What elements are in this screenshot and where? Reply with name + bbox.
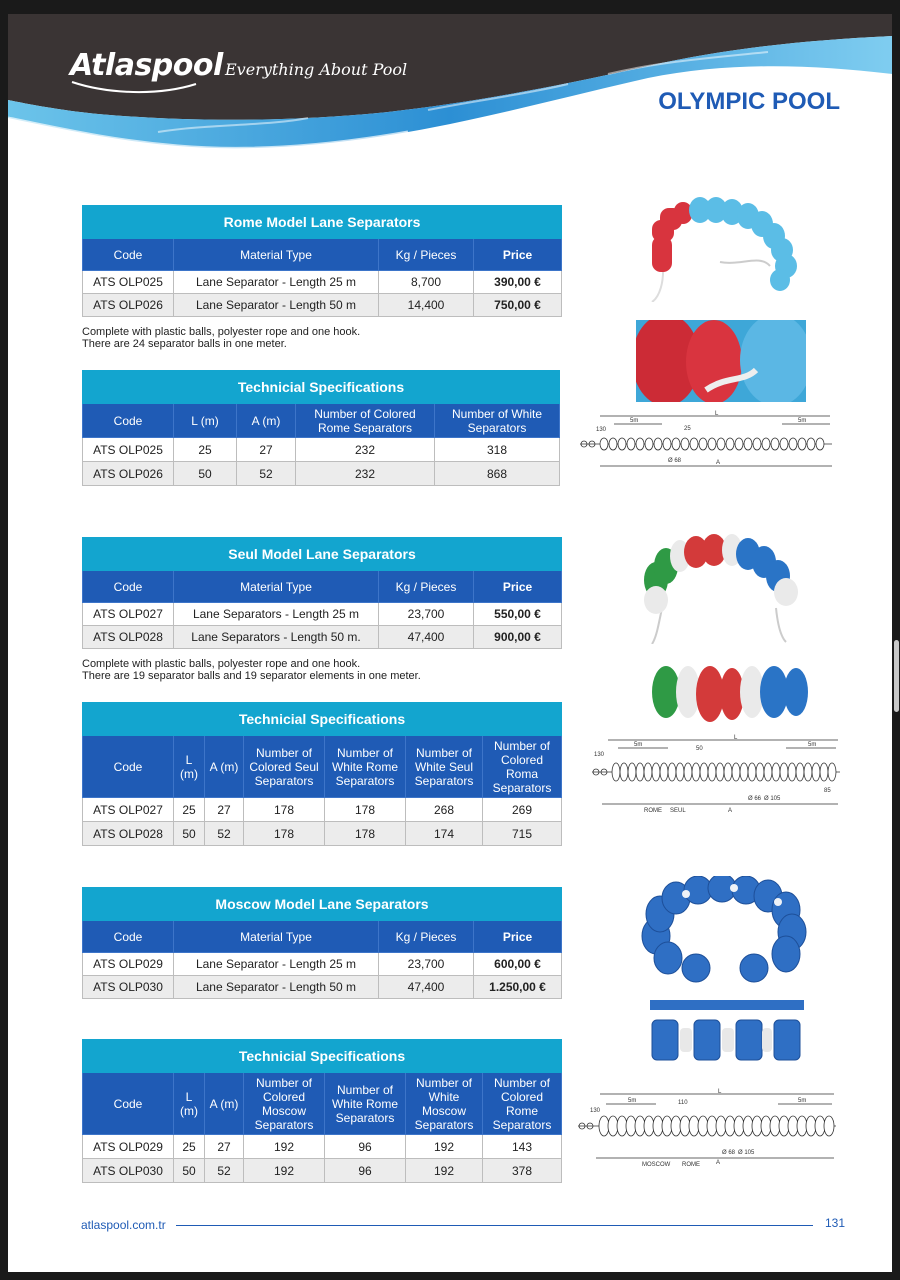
separator-ball-shape — [771, 438, 779, 450]
cell-price: 550,00 € — [474, 603, 562, 626]
cell: 27 — [205, 798, 244, 822]
separator-ball-shape — [816, 438, 824, 450]
dim-label: 5m — [808, 742, 817, 748]
moscow-lane-rope-image — [636, 876, 811, 988]
dim-label: 130 — [590, 1108, 601, 1114]
dim-label: L — [715, 411, 719, 417]
dim-label: 5m — [634, 742, 643, 748]
column-header: Number of Colored Seul Separators — [244, 736, 325, 798]
separator-ball-shape — [788, 1116, 798, 1136]
column-header: Code — [83, 571, 174, 603]
separator-ball-shape — [708, 763, 716, 781]
column-header: Number of Colored Moscow Separators — [244, 1073, 325, 1135]
table-title: Seul Model Lane Separators — [83, 538, 562, 571]
separator-ball-shape — [744, 438, 752, 450]
rome-note — [82, 326, 360, 350]
column-header: Material Type — [174, 239, 379, 271]
cell-price: 750,00 € — [474, 294, 562, 317]
separator-ball-shape — [652, 763, 660, 781]
table-row — [83, 822, 562, 846]
separator-ball-shape — [627, 438, 635, 450]
seul-lane-rope-image — [638, 534, 808, 644]
column-header: Number of White Moscow Separators — [406, 1073, 483, 1135]
footer-divider — [176, 1225, 813, 1226]
column-header: Kg / Pieces — [379, 921, 474, 953]
separator-ball-shape — [599, 1116, 609, 1136]
cell: 25 — [174, 798, 205, 822]
brand-tagline: Everything About Pool — [225, 60, 408, 79]
separator-ball-shape — [609, 438, 617, 450]
separator-ball-shape — [636, 438, 644, 450]
cell-code: ATS OLP029 — [83, 953, 174, 976]
separator-ball-shape — [779, 1116, 789, 1136]
separator-ball-shape — [636, 763, 644, 781]
rome-price-table — [82, 205, 562, 317]
column-header: Number of Colored Roma Separators — [483, 736, 562, 798]
dim-label: L — [734, 735, 738, 741]
separator-ball-shape — [653, 1116, 663, 1136]
separator-ball-shape — [628, 763, 636, 781]
separator-ball-shape — [684, 763, 692, 781]
column-header: Code — [83, 239, 174, 271]
separator-ball-shape — [608, 1116, 618, 1136]
cell-material: Lane Separators - Length 50 m. — [174, 626, 379, 649]
cell: 52 — [205, 1159, 244, 1183]
catalog-page — [8, 14, 892, 1272]
cell-code: ATS OLP026 — [83, 294, 174, 317]
separator-ball-shape — [617, 1116, 627, 1136]
cell: ATS OLP025 — [83, 438, 174, 462]
cell: 318 — [435, 438, 560, 462]
cell-material: Lane Separators - Length 25 m — [174, 603, 379, 626]
table-row — [83, 603, 562, 626]
separator-ball-shape — [726, 438, 734, 450]
table-row — [83, 294, 562, 317]
separator-ball-shape — [612, 763, 620, 781]
separator-ball-shape — [815, 1116, 825, 1136]
table-row — [83, 953, 562, 976]
seul-note — [82, 658, 421, 682]
note-line: There are 19 separator balls and 19 separator elements in one meter. — [82, 670, 421, 682]
table-row — [83, 438, 560, 462]
table-row — [83, 462, 560, 486]
cell: 232 — [296, 462, 435, 486]
cell: 52 — [205, 822, 244, 846]
cell: 192 — [244, 1159, 325, 1183]
moscow-closeup-image — [646, 1000, 804, 1066]
page-title: OLYMPIC POOL — [658, 88, 840, 115]
table-row — [83, 798, 562, 822]
cell: 52 — [237, 462, 296, 486]
cell: 178 — [244, 798, 325, 822]
column-header: Number of White Rome Separators — [325, 1073, 406, 1135]
cell-material: Lane Separator - Length 25 m — [174, 271, 379, 294]
separator-ball-shape — [699, 438, 707, 450]
cell: 192 — [406, 1135, 483, 1159]
column-header: Number of White Rome Separators — [325, 736, 406, 798]
separator-ball-shape — [753, 438, 761, 450]
separator-ball-shape — [812, 763, 820, 781]
cell-price: 1.250,00 € — [474, 976, 562, 999]
separator-ball-shape — [690, 438, 698, 450]
separator-ball-shape — [668, 763, 676, 781]
column-header: Number of White Separators — [435, 404, 560, 438]
column-header: Kg / Pieces — [379, 239, 474, 271]
table-title: Technicial Specifications — [83, 1040, 562, 1073]
page-header — [8, 14, 892, 159]
seul-dimension-diagram — [588, 734, 848, 814]
dim-label: ROME — [682, 1162, 700, 1168]
separator-ball-shape — [644, 1116, 654, 1136]
table-row — [83, 626, 562, 649]
dim-label: A — [716, 1160, 721, 1166]
separator-ball-shape — [692, 763, 700, 781]
column-header: Material Type — [174, 571, 379, 603]
separator-ball-shape — [689, 1116, 699, 1136]
dim-label: L — [718, 1089, 722, 1095]
cell-weight: 8,700 — [379, 271, 474, 294]
table-row — [83, 1159, 562, 1183]
separator-ball-shape — [724, 763, 732, 781]
cell: 715 — [483, 822, 562, 846]
separator-ball-shape — [680, 1116, 690, 1136]
cell: 192 — [244, 1135, 325, 1159]
dim-label: 130 — [596, 427, 607, 433]
separator-ball-shape — [734, 1116, 744, 1136]
cell: 174 — [406, 822, 483, 846]
cell: 143 — [483, 1135, 562, 1159]
column-header: L (m) — [174, 1073, 205, 1135]
separator-ball-shape — [600, 438, 608, 450]
separator-ball-shape — [764, 763, 772, 781]
separator-ball-shape — [735, 438, 743, 450]
separator-ball-shape — [672, 438, 680, 450]
cell: ATS OLP026 — [83, 462, 174, 486]
column-header: A (m) — [205, 736, 244, 798]
cell: 868 — [435, 462, 560, 486]
dim-label: 5m — [630, 418, 639, 424]
column-header: Price — [474, 571, 562, 603]
column-header: A (m) — [237, 404, 296, 438]
cell: 192 — [406, 1159, 483, 1183]
cell-code: ATS OLP027 — [83, 603, 174, 626]
seul-spec-table — [82, 702, 562, 846]
separator-ball-shape — [798, 438, 806, 450]
table-title: Technicial Specifications — [83, 703, 562, 736]
cell: 50 — [174, 822, 205, 846]
cell: ATS OLP030 — [83, 1159, 174, 1183]
separator-ball-shape — [796, 763, 804, 781]
table-row — [83, 976, 562, 999]
separator-ball-shape — [748, 763, 756, 781]
separator-ball-shape — [662, 1116, 672, 1136]
separator-ball-shape — [676, 763, 684, 781]
note-line: Complete with plastic balls, polyester rope and one hook. — [82, 326, 361, 338]
column-header: Price — [474, 239, 562, 271]
cell: 96 — [325, 1159, 406, 1183]
cell: ATS OLP029 — [83, 1135, 174, 1159]
dim-label: A — [728, 808, 733, 814]
separator-ball-shape — [788, 763, 796, 781]
note-line: Complete with plastic balls, polyester rope and one hook. — [82, 658, 361, 670]
cell: 25 — [174, 438, 237, 462]
note-line: There are 24 separator balls in one meter. — [82, 338, 287, 350]
separator-ball-shape — [772, 763, 780, 781]
separator-ball-shape — [671, 1116, 681, 1136]
dim-label: 5m — [798, 1098, 807, 1104]
separator-ball-shape — [797, 1116, 807, 1136]
separator-ball-shape — [770, 1116, 780, 1136]
column-header: Price — [474, 921, 562, 953]
rome-spec-table — [82, 370, 560, 486]
separator-ball-shape — [752, 1116, 762, 1136]
column-header: Kg / Pieces — [379, 571, 474, 603]
column-header: Code — [83, 1073, 174, 1135]
separator-ball-shape — [820, 763, 828, 781]
separator-ball-shape — [707, 1116, 717, 1136]
moscow-dimension-diagram — [572, 1088, 844, 1168]
brand-logo: Atlaspool — [70, 48, 223, 83]
cell-code: ATS OLP025 — [83, 271, 174, 294]
cell: 27 — [237, 438, 296, 462]
dim-label: SEUL — [670, 808, 686, 814]
column-header: Code — [83, 404, 174, 438]
separator-ball-shape — [780, 438, 788, 450]
separator-ball-shape — [698, 1116, 708, 1136]
separator-ball-shape — [762, 438, 770, 450]
dim-label: 25 — [684, 426, 691, 432]
dim-label: Ø 68 — [668, 458, 682, 464]
cell: 96 — [325, 1135, 406, 1159]
dim-label: 110 — [678, 1100, 688, 1106]
separator-ball-shape — [654, 438, 662, 450]
cell: 178 — [244, 822, 325, 846]
footer-website-link[interactable]: atlaspool.com.tr — [81, 1218, 166, 1232]
dim-label: 50 — [696, 746, 703, 752]
header-wave-graphic — [8, 14, 892, 159]
table-row — [83, 271, 562, 294]
cell-weight: 23,700 — [379, 953, 474, 976]
table-row — [83, 1135, 562, 1159]
column-header: Code — [83, 921, 174, 953]
separator-ball-shape — [708, 438, 716, 450]
cell-material: Lane Separator - Length 25 m — [174, 953, 379, 976]
cell-price: 600,00 € — [474, 953, 562, 976]
scrollbar-thumb[interactable] — [894, 640, 899, 712]
rome-dimension-diagram — [570, 410, 840, 470]
separator-ball-shape — [804, 763, 812, 781]
cell-weight: 14,400 — [379, 294, 474, 317]
cell-material: Lane Separator - Length 50 m — [174, 976, 379, 999]
separator-ball-shape — [635, 1116, 645, 1136]
dim-label: MOSCOW — [642, 1162, 671, 1168]
separator-ball-shape — [732, 763, 740, 781]
column-header: A (m) — [205, 1073, 244, 1135]
separator-ball-shape — [743, 1116, 753, 1136]
dim-label: Ø 105 — [738, 1150, 755, 1156]
rome-closeup-image — [636, 320, 806, 402]
separator-ball-shape — [717, 438, 725, 450]
cell-weight: 47,400 — [379, 976, 474, 999]
separator-ball-shape — [644, 763, 652, 781]
column-header: Number of White Seul Separators — [406, 736, 483, 798]
seul-closeup-image — [648, 658, 808, 726]
seul-price-table — [82, 537, 562, 649]
cell: 25 — [174, 1135, 205, 1159]
separator-ball-shape — [626, 1116, 636, 1136]
separator-ball-shape — [700, 763, 708, 781]
dim-label: 130 — [594, 752, 605, 758]
cell: ATS OLP028 — [83, 822, 174, 846]
separator-ball-shape — [716, 763, 724, 781]
cell: 232 — [296, 438, 435, 462]
separator-ball-shape — [645, 438, 653, 450]
moscow-spec-table — [82, 1039, 562, 1183]
dim-label: Ø 66 — [748, 796, 762, 802]
cell-code: ATS OLP028 — [83, 626, 174, 649]
cell: 50 — [174, 1159, 205, 1183]
column-header: L (m) — [174, 736, 205, 798]
column-header: Number of Colored Rome Separators — [483, 1073, 562, 1135]
table-title: Technicial Specifications — [83, 371, 560, 404]
separator-ball-shape — [824, 1116, 834, 1136]
separator-ball-shape — [828, 763, 836, 781]
table-title: Rome Model Lane Separators — [83, 206, 562, 239]
dim-label: Ø 68 — [722, 1150, 736, 1156]
moscow-price-table — [82, 887, 562, 999]
cell-code: ATS OLP030 — [83, 976, 174, 999]
table-title: Moscow Model Lane Separators — [83, 888, 562, 921]
cell: 178 — [325, 822, 406, 846]
separator-ball-shape — [740, 763, 748, 781]
cell: 268 — [406, 798, 483, 822]
separator-ball-shape — [761, 1116, 771, 1136]
separator-ball-shape — [620, 763, 628, 781]
cell-price: 900,00 € — [474, 626, 562, 649]
separator-ball-shape — [660, 763, 668, 781]
dim-label: 5m — [628, 1098, 637, 1104]
rome-lane-rope-image — [640, 194, 810, 302]
separator-ball-shape — [806, 1116, 816, 1136]
dim-label: 85 — [824, 788, 831, 794]
dim-label: A — [716, 460, 721, 466]
separator-ball-shape — [780, 763, 788, 781]
cell-material: Lane Separator - Length 50 m — [174, 294, 379, 317]
dim-label: ROME — [644, 808, 662, 814]
cell: ATS OLP027 — [83, 798, 174, 822]
cell: 27 — [205, 1135, 244, 1159]
separator-ball-shape — [663, 438, 671, 450]
separator-ball-shape — [807, 438, 815, 450]
column-header: Code — [83, 736, 174, 798]
separator-ball-shape — [756, 763, 764, 781]
column-header: L (m) — [174, 404, 237, 438]
cell-weight: 23,700 — [379, 603, 474, 626]
separator-ball-shape — [618, 438, 626, 450]
cell: 378 — [483, 1159, 562, 1183]
separator-ball-shape — [716, 1116, 726, 1136]
separator-ball-shape — [789, 438, 797, 450]
separator-ball-shape — [725, 1116, 735, 1136]
cell: 269 — [483, 798, 562, 822]
page-number: 131 — [825, 1216, 846, 1230]
cell: 50 — [174, 462, 237, 486]
cell-weight: 47,400 — [379, 626, 474, 649]
separator-ball-shape — [681, 438, 689, 450]
column-header: Number of Colored Rome Separators — [296, 404, 435, 438]
dim-label: Ø 105 — [764, 796, 781, 802]
column-header: Material Type — [174, 921, 379, 953]
cell-price: 390,00 € — [474, 271, 562, 294]
dim-label: 5m — [798, 418, 807, 424]
cell: 178 — [325, 798, 406, 822]
